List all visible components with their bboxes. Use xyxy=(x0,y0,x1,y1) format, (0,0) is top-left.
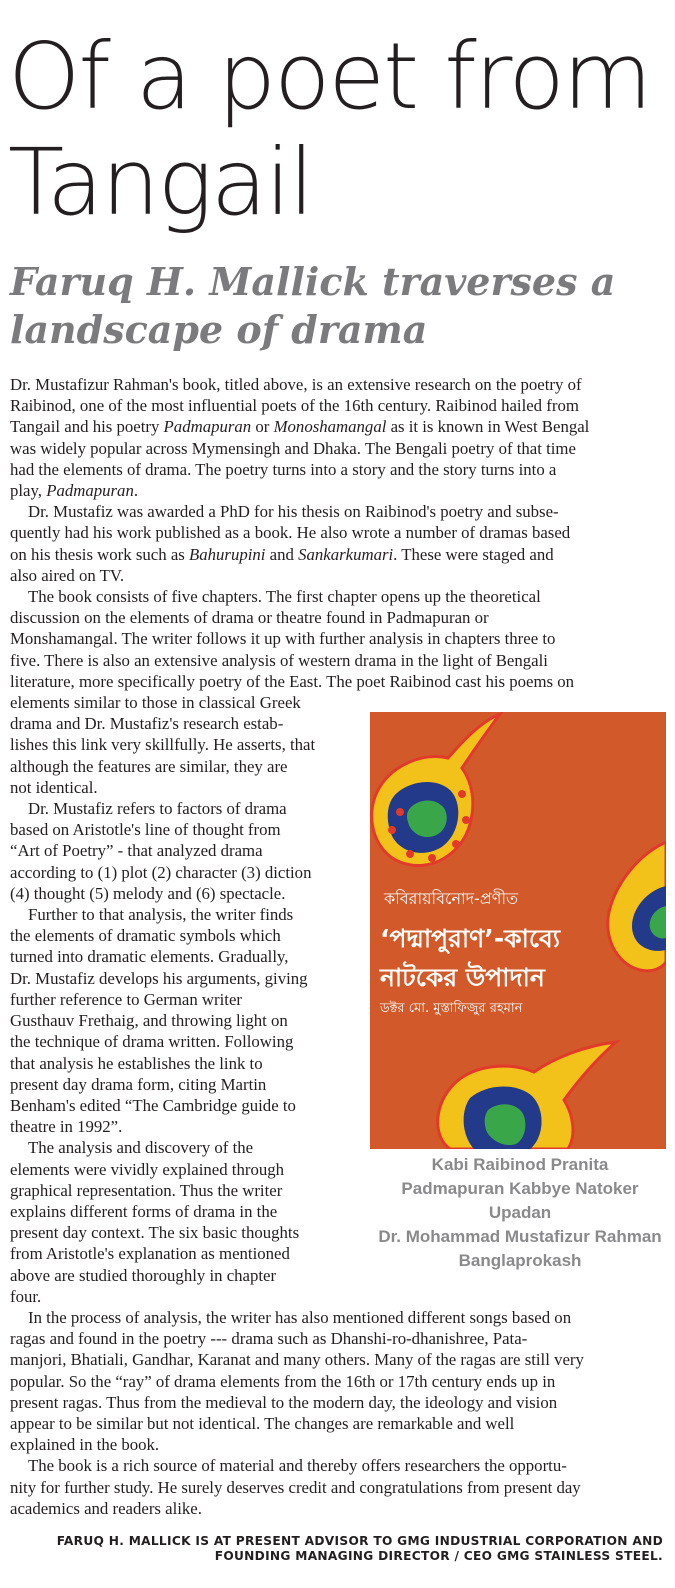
paragraph-line: ragas and found in the poetry --- drama such as Dhanshi-ro-dhanishree, Pata- xyxy=(10,1329,528,1349)
paragraph-line: explains different forms of drama in the xyxy=(10,1201,278,1221)
paragraph-line: quently had his work published as a book. He also wrote a number of dramas based xyxy=(10,523,571,543)
paragraph-line: elements similar to those in classical Greek xyxy=(10,693,301,713)
paragraph-line: Dr. Mustafizur Rahman's book, titled above, is an extensive research on the poetry of xyxy=(10,375,582,394)
article-paragraph xyxy=(10,374,665,501)
paragraph-line: five. There is also an extensive analysis of western drama in the light of Bengali xyxy=(10,650,548,670)
cover-text-line: ডক্টর মো. মুস্তাফিজুর রহমান xyxy=(380,1001,523,1016)
paragraph-line: although the features are similar, they are xyxy=(10,756,288,776)
paragraph-line: from Aristotle's explanation as mentioned xyxy=(10,1244,290,1264)
paragraph-line: lishes this link very skillfully. He asserts, that xyxy=(10,735,316,755)
paragraph-line: based on Aristotle's line of thought from xyxy=(10,820,281,840)
paragraph-line: play, Padmapuran. xyxy=(10,481,139,501)
paragraph-line: popular. So the “ray” of drama elements from the 16th or 17th century ends up in xyxy=(10,1371,556,1391)
paragraph-line: present day drama form, citing Martin xyxy=(10,1074,267,1094)
paragraph-line: present ragas. Thus from the medieval to the modern day, the ideology and vision xyxy=(10,1392,558,1412)
paragraph-line: Dr. Mustafiz was awarded a PhD for his thesis on Raibinod's poetry and subse- xyxy=(28,502,559,522)
paragraph-line: also aired on TV. xyxy=(10,565,125,585)
paragraph-line: had the elements of drama. The poetry turns into a story and the story turns into a xyxy=(10,459,557,479)
paragraph-line: further reference to German writer xyxy=(10,989,243,1009)
paragraph-line: explained in the book. xyxy=(10,1435,160,1455)
paragraph-line: above are studied thoroughly in chapter xyxy=(10,1265,277,1285)
paragraph-line: manjori, Bhatiali, Gandhar, Karanat and many others. Many of the ragas are still very xyxy=(10,1350,584,1370)
paragraph-line: the technique of drama written. Following xyxy=(10,1032,294,1052)
paragraph-line: elements were vividly explained through xyxy=(10,1159,285,1179)
article-title xyxy=(8,24,668,236)
subtitle-line: landscape of drama xyxy=(10,307,428,352)
paragraph-line: literature, more specifically poetry of the East. The poet Raibinod cast his poems on xyxy=(10,671,575,691)
paragraph-line: nity for further study. He surely deserves credit and congratulations from present day xyxy=(10,1477,581,1497)
author-bio-line: FOUNDING MANAGING DIRECTOR / CEO GMG STAINLESS STEEL. xyxy=(214,1549,663,1563)
article-subtitle xyxy=(10,258,670,354)
paragraph-line: on his thesis work such as Bahurupini and Sankarkumari. These were staged and xyxy=(10,544,554,564)
caption-line: Banglaprokash xyxy=(458,1251,582,1270)
caption-line: Upadan xyxy=(488,1203,552,1222)
title-line: Tangail xyxy=(8,129,313,236)
paragraph-line: Dr. Mustafiz develops his arguments, giving xyxy=(10,968,308,988)
paragraph-line: Monshamangal. The writer follows it up with further analysis in chapters three to xyxy=(10,629,556,649)
cover-text-line: কবিরায়বিনোদ-প্রণীত xyxy=(384,889,519,908)
paragraph-line: Raibinod, one of the most influential poets of the 16th century. Raibinod hailed from xyxy=(10,396,579,416)
paragraph-line: appear to be similar but not identical. The changes are remarkable and well xyxy=(10,1413,515,1433)
paragraph-line: was widely popular across Mymensingh and Dhaka. The Bengali poetry of that time xyxy=(10,438,576,458)
cover-text-line: ‘পদ্মাপুরাণ’-কাব্যে xyxy=(380,924,561,953)
paragraph-line: that analysis he establishes the link to xyxy=(10,1053,263,1073)
article-paragraph xyxy=(10,1455,665,1519)
paragraph-line: turned into dramatic elements. Gradually, xyxy=(10,947,289,967)
paragraph-line: The book consists of five chapters. The first chapter opens up the theoretical xyxy=(28,587,541,607)
paragraph-line: “Art of Poetry” - that analyzed drama xyxy=(10,841,263,861)
paragraph-line: Dr. Mustafiz refers to factors of drama xyxy=(28,799,287,819)
subtitle-line: Faruq H. Mallick traverses a xyxy=(10,259,616,304)
title-line: Of a poet from xyxy=(8,23,651,130)
paragraph-line: The analysis and discovery of the xyxy=(28,1138,254,1158)
paragraph-line: Tangail and his poetry Padmapuran or Monoshamangal as it is known in West Bengal xyxy=(10,417,590,437)
author-bio xyxy=(23,1534,663,1564)
paragraph-line: theatre in 1992”. xyxy=(10,1117,123,1137)
paragraph-line: drama and Dr. Mustafiz's research estab- xyxy=(10,714,284,734)
paragraph-line: not identical. xyxy=(10,777,98,797)
caption-line: Dr. Mohammad Mustafizur Rahman xyxy=(378,1227,662,1246)
paragraph-line: according to (1) plot (2) character (3) diction xyxy=(10,862,312,882)
paragraph-line: present day context. The six basic thoughts xyxy=(10,1223,300,1243)
paragraph-line: the elements of dramatic symbols which xyxy=(10,926,281,946)
paragraph-line: (4) thought (5) melody and (6) spectacle. xyxy=(10,883,286,903)
paragraph-line: In the process of analysis, the writer has also mentioned different songs based on xyxy=(28,1307,572,1327)
paragraph-line: graphical representation. Thus the writer xyxy=(10,1180,283,1200)
paragraph-line: academics and readers alike. xyxy=(10,1498,202,1518)
caption-line: Kabi Raibinod Pranita xyxy=(431,1155,609,1174)
caption-line: Padmapuran Kabbye Natoker xyxy=(401,1179,639,1198)
cover-text-line: নাটকের উপাদান xyxy=(380,963,545,992)
paragraph-line: Gusthauv Frethaig, and throwing light on xyxy=(10,1011,288,1031)
paragraph-line: The book is a rich source of material and thereby offers researchers the opportu- xyxy=(28,1456,567,1476)
book-cover-image xyxy=(370,712,666,1149)
paragraph-line: four. xyxy=(10,1286,42,1306)
book-caption xyxy=(370,1153,670,1273)
paragraph-line: Further to that analysis, the writer finds xyxy=(28,905,294,925)
article-paragraph xyxy=(10,1307,665,1455)
article-paragraph xyxy=(10,501,665,586)
book-cover-art xyxy=(370,712,666,1149)
paragraph-line: Benham's edited “The Cambridge guide to xyxy=(10,1095,296,1115)
author-bio-line: FARUQ H. MALLICK IS AT PRESENT ADVISOR TO GMG INDUSTRIAL CORPORATION AND xyxy=(56,1534,663,1548)
paragraph-line: discussion on the elements of drama or theatre found in Padmapuran or xyxy=(10,608,489,628)
